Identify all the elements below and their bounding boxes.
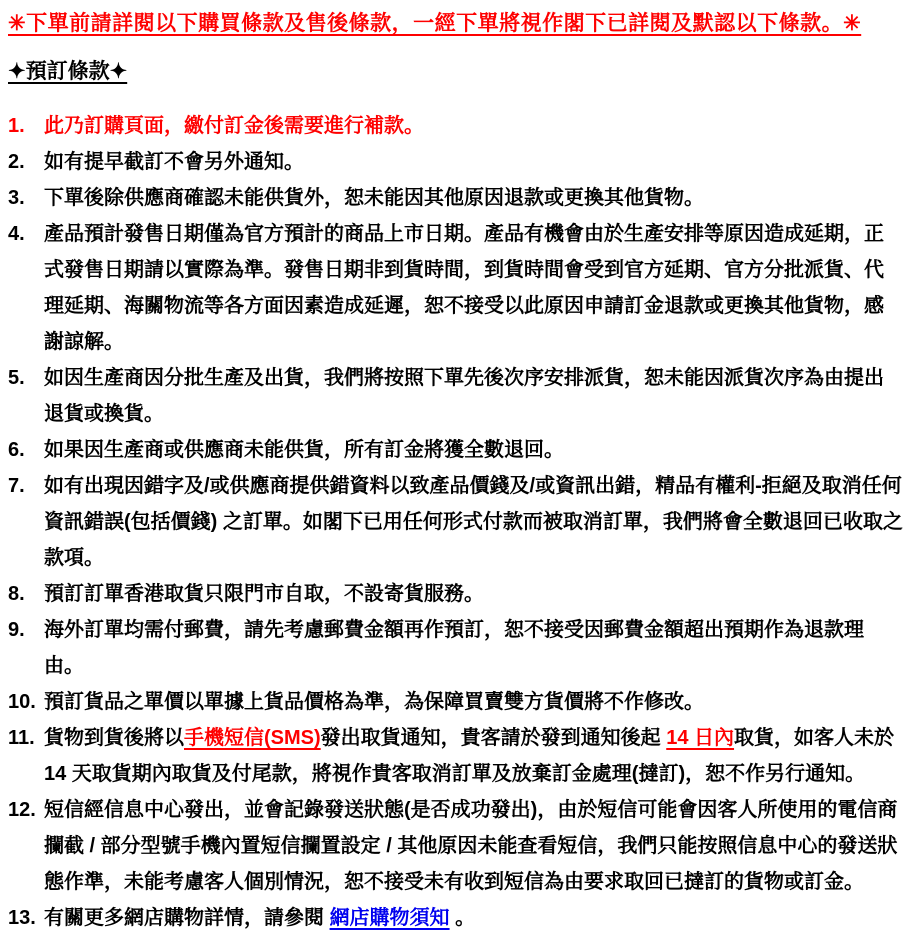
term-text: 如因生產商因分批生產及出貨，我們將按照下單先後次序安排派貨，恕未能因派貨次序為由提出退貨或換貨。 [44, 367, 884, 425]
term-number: 7. [8, 475, 25, 497]
terms-list [6, 108, 903, 936]
term-number: 12. [8, 799, 36, 821]
notice-header: ✳下單前請詳閱以下購買條款及售後條款，一經下單將視作閣下已詳閱及默認以下條款。✳ [8, 12, 862, 35]
term-item-5 [6, 360, 903, 432]
term-text: 產品預計發售日期僅為官方預計的商品上市日期。產品有機會由於生產安排等原因造成延期，正式發售日期請以實際為準。發售日期非到貨時間，到貨時間會受到官方延期、官方分批派貨、代理延期、海關物流等各方面因素造成延遲，恕不接受以此原因申請訂金退款或更換其他貨物，感謝諒解。 [44, 223, 884, 353]
term-text: 短信經信息中心發出，並會記錄發送狀態(是否成功發出)，由於短信可能會因客人所使用的電信商攔截 / 部分型號手機內置短信攔置設定 / 其他原因未能查看短信，我們只能按照信息中心的發送狀態作準，未能考慮客人個別情況，恕不接受未有收到短信為由要求取回已撻訂的貨物或訂金。 [44, 799, 898, 893]
term-text: 如果因生產商或供應商未能供貨，所有訂金將獲全數退回。 [44, 439, 564, 461]
term-number: 9. [8, 619, 25, 641]
term-item-13 [6, 900, 903, 936]
term-number: 1. [8, 115, 25, 137]
term-number: 8. [8, 583, 25, 605]
term-number: 5. [8, 367, 25, 389]
term-number: 10. [8, 691, 36, 713]
term-item-1 [6, 108, 903, 144]
term-item-10 [6, 684, 903, 720]
term-text: 預訂貨品之單價以單據上貨品價格為準，為保障買賣雙方貨價將不作修改。 [44, 691, 704, 713]
shop-guide-link[interactable]: 網店購物須知 [329, 907, 450, 929]
term-text: 如有提早截訂不會另外通知。 [44, 151, 304, 173]
section-title: ✦預訂條款✦ [8, 60, 128, 83]
term-number: 3. [8, 187, 25, 209]
term-item-12 [6, 792, 903, 900]
sms-highlight: 手機短信(SMS) [184, 727, 321, 749]
term-item-3 [6, 180, 903, 216]
term-text: 下單後除供應商確認未能供貨外，恕未能因其他原因退款或更換其他貨物。 [44, 187, 704, 209]
term-item-7 [6, 468, 903, 576]
term-item-9 [6, 612, 903, 684]
term-item-4 [6, 216, 903, 360]
term-text: 取貨，如客人未於 14 天取貨期內取貨及付尾款，將視作貴客取消訂單及放棄訂金處理(撻訂)，恕不作另行通知。 [44, 727, 895, 785]
term-number: 13. [8, 907, 36, 929]
term-item-11 [6, 720, 903, 792]
term-number: 11. [8, 727, 35, 749]
term-number: 2. [8, 151, 25, 173]
term-text: 如有出現因錯字及/或供應商提供錯資料以致產品價錢及/或資訊出錯，精品有權利-拒絕及取消任何資訊錯誤(包括價錢) 之訂單。如閣下已用任何形式付款而被取消訂單，我們將會全數退回已收取之款項。 [44, 475, 903, 569]
term-text: 海外訂單均需付郵費，請先考慮郵費金額再作預訂，恕不接受因郵費金額超出預期作為退款理由。 [44, 619, 864, 677]
term-text: 。 [449, 907, 476, 929]
term-text: 此乃訂購頁面，繳付訂金後需要進行補款。 [44, 115, 424, 137]
term-text: 有關更多網店購物詳情，請參閱 [44, 907, 330, 929]
term-text: 預訂訂單香港取貨只限門市自取，不設寄貨服務。 [44, 583, 484, 605]
deadline-highlight: 14 日內 [666, 727, 735, 749]
term-item-8 [6, 576, 903, 612]
term-text: 貨物到貨後將以 [44, 727, 184, 749]
term-item-2 [6, 144, 903, 180]
term-text: 發出取貨通知，貴客請於發到通知後起 [320, 727, 667, 749]
term-number: 6. [8, 439, 25, 461]
term-item-6 [6, 432, 903, 468]
term-number: 4. [8, 223, 25, 245]
